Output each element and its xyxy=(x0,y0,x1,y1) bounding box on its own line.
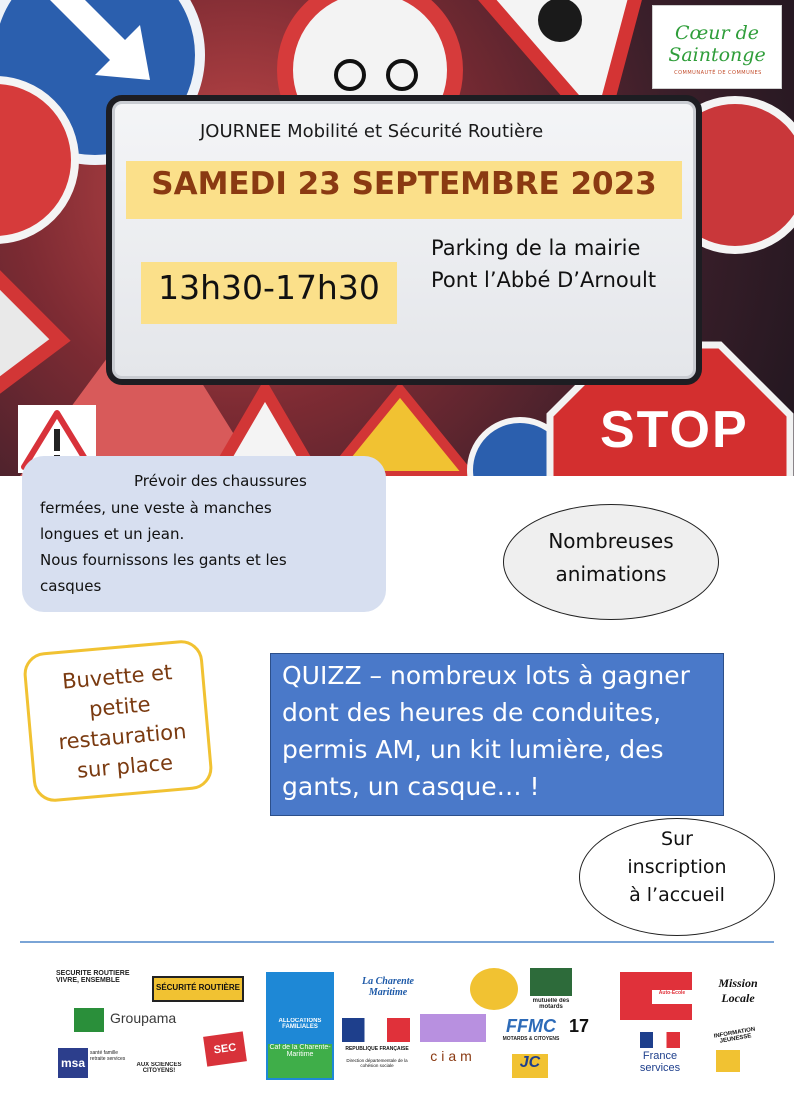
ffmc-subtitle: MOTARDS & CITOYENS xyxy=(502,1036,560,1042)
buvette-line: restauration xyxy=(57,719,188,755)
quizz-line: permis AM, un kit lumière, des xyxy=(282,735,664,764)
event-date: SAMEDI 23 SEPTEMBRE 2023 xyxy=(151,166,657,202)
sec-logo: SEC xyxy=(203,1031,247,1066)
event-place-line1: Parking de la mairie xyxy=(431,236,641,260)
logo-subtitle: COMMUNAUTÉ DE COMMUNES xyxy=(674,70,762,76)
mission-locale-logo: Mission Locale xyxy=(718,976,758,1005)
logo-name: Cœur de Saintonge xyxy=(668,22,766,66)
republique-logo: RÉPUBLIQUE FRANÇAISE xyxy=(345,1046,409,1052)
inscription-line: inscription xyxy=(627,856,727,878)
info-line: longues et un jean. xyxy=(40,525,185,543)
quizz-line: QUIZZ – nombreux lots à gagner xyxy=(282,661,690,690)
mutuelle-icon xyxy=(530,968,572,996)
auto-ecole-logo: Auto-Ecole xyxy=(652,990,692,1004)
aux-sciences-logo: AUX SCIENCES CITOYENS! xyxy=(136,1062,182,1074)
event-time: 13h30-17h30 xyxy=(158,268,380,307)
republique-flag-icon xyxy=(342,1018,410,1042)
prevention-logo-icon xyxy=(470,968,518,1010)
securite-routiere-logo-2: SÉCURITÉ ROUTIÈRE xyxy=(152,976,244,1002)
animations-line: Nombreuses xyxy=(548,529,674,553)
stop-sign-text: STOP xyxy=(600,401,749,459)
info-line: fermées, une veste à manches xyxy=(40,499,272,517)
separator-line xyxy=(20,941,774,943)
msa-logo: msa xyxy=(58,1048,88,1078)
republique-subtitle: Direction départementale de la cohésion sociale xyxy=(346,1058,408,1068)
info-line: casques xyxy=(40,577,102,595)
ffmc-17-logo: 17 xyxy=(568,1016,590,1036)
ffmc-logo: FFMC xyxy=(506,1016,556,1036)
buvette-box xyxy=(22,638,214,803)
quizz-line: gants, un casque… ! xyxy=(282,772,540,801)
securite-routiere-logo: SÉCURITÉ ROUTIÈRE VIVRE, ENSEMBLE xyxy=(56,970,130,984)
jc-logo: JC xyxy=(512,1054,548,1078)
quizz-line: dont des heures de conduites, xyxy=(282,698,662,727)
event-title: JOURNEE Mobilité et Sécurité Routière xyxy=(200,121,544,142)
groupama-logo: Groupama xyxy=(110,1010,177,1026)
inscription-line: Sur xyxy=(661,828,693,850)
caf-logo: ALLOCATIONS FAMILIALES xyxy=(278,1018,322,1030)
colorful-logo-icon xyxy=(420,1014,486,1042)
buvette-line: sur place xyxy=(76,750,174,783)
france-services-logo: France services xyxy=(639,1050,681,1074)
info-line: Nous fournissons les gants et les xyxy=(40,551,287,569)
groupama-icon xyxy=(74,1008,104,1032)
ciam-logo: ciam xyxy=(430,1048,476,1064)
animations-line: animations xyxy=(555,562,667,586)
charente-maritime-logo: La Charente Maritime xyxy=(362,976,414,998)
france-services-flag-icon xyxy=(640,1032,680,1048)
buvette-line: Buvette et xyxy=(61,660,174,694)
caf-subtitle: Caf de la Charente-Maritime xyxy=(268,1044,332,1078)
info-line: Prévoir des chaussures xyxy=(134,472,307,490)
mutuelle-logo: mutuelle des motards xyxy=(532,998,570,1010)
inscription-line: à l’accueil xyxy=(629,884,725,906)
information-jeunesse-logo: INFORMATION JEUNESSE xyxy=(713,1026,756,1045)
buvette-line: petite xyxy=(88,692,152,722)
msa-subtitle: santé famille retraite services xyxy=(90,1050,126,1062)
event-place-line2: Pont l’Abbé D’Arnoult xyxy=(431,268,657,292)
information-jeunesse-icon xyxy=(716,1050,740,1072)
